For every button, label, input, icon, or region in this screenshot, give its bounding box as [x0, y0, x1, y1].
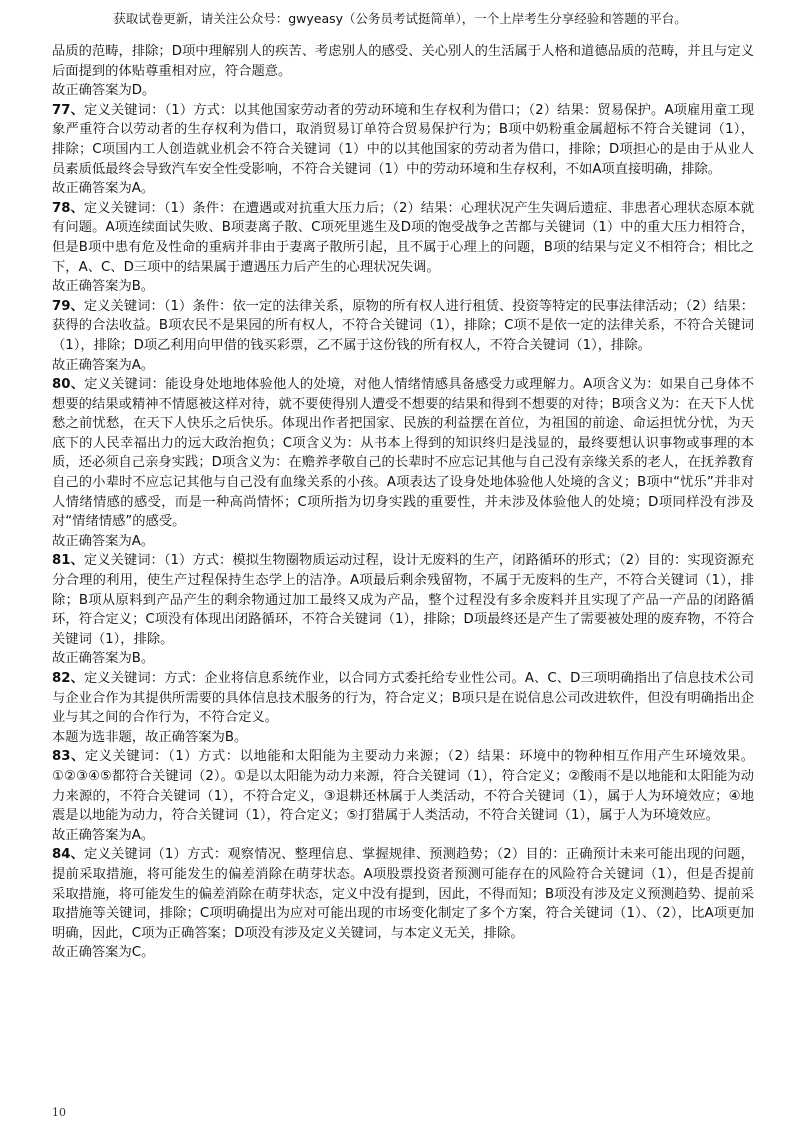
question-number: 79、 — [52, 298, 84, 314]
question-explanation: 定义关键词：（1）条件：依一定的法律关系，原物的所有权人进行租赁、投资等特定的民事法律活动；（2）结果：获得的合法收益。B项农民不是果园的所有权人，不符合关键词（1），排除；C项不是依一定的法律关系，不符合关键词（1），排除；D项乙利用向甲借的钱买彩票，乙不属于这份钱的所有权人，不符合关键词（1），排除。 — [52, 298, 754, 353]
header-notice: 获取试卷更新，请关注公众号：gwyeasy（公务员考试挺简单），一个上岸考生分享经验和答题的平台。 — [113, 11, 687, 26]
question-79 — [52, 297, 754, 356]
question-82 — [52, 669, 754, 728]
intro-answer: 故正确答案为D。 — [52, 83, 156, 99]
question-number: 77、 — [52, 102, 85, 118]
answer-78: 故正确答案为B。 — [52, 279, 155, 295]
answer-80: 故正确答案为A。 — [52, 533, 155, 549]
question-explanation: 定义关键词：能设身处地地体验他人的处境，对他人情绪情感具备感受力或理解力。A项含义为：如果自己身体不想要的结果或精神不情愿被这样对待，就不要使得别人遭受不想要的结果和得到不想要的对待；B项含义为：在天下人忧愁之前忧愁，在天下人快乐之后快乐。体现出作者把国家、民族的利益摆在首位，为祖国的前途、命运担忧分忧，为天底下的人民幸福出力的远大政治抱负；C项含义为：从书本上得到的知识终归是浅显的，最终要想认识事物或事理的本质，还必须自己亲身实践；D项含义为：在赡养孝敬自己的长辈时不应忘记其他与自己没有亲缘关系的老人，在抚养教育自己的小辈时不应忘记其他与自己没有血缘关系的小孩。A项表达了设身处地体验他人处境的含义；B项中“忧乐”并非对人情绪情感的感受，而是一种高尚情怀；C项所指为切身实践的重要性，并未涉及体验他人的处境；D项同样没有涉及对“情绪情感”的感受。 — [52, 377, 754, 530]
answer-84: 故正确答案为C。 — [52, 945, 155, 961]
answer-82: 本题为选非题，故正确答案为B。 — [52, 729, 248, 745]
answer-77: 故正确答案为A。 — [52, 181, 155, 197]
question-83 — [52, 747, 754, 825]
question-explanation: 定义关键词：（1）方式：以地能和太阳能为主要动力来源；（2）结果：环境中的物种相互作用产生环境效果。①②③④⑤都符合关键词（2）。①是以太阳能为动力来源，符合关键词（1），符合定义；②酸雨不是以地能和太阳能为动力来源的，不符合关键词（1），不符合定义，③退耕还林属于人类活动，不符合关键词（1），属于人为环境效应；④地震是以地能为动力，符合关键词（1），符合定义；⑤打猎属于人类活动，不符合关键词（1），属于人为环境效应。 — [52, 749, 754, 824]
question-78 — [52, 199, 754, 277]
question-81 — [52, 551, 754, 649]
answer-83: 故正确答案为A。 — [52, 827, 155, 843]
question-explanation: 定义关键词（1）方式：观察情况、整理信息、掌握规律、预测趋势；（2）目的：正确预计未来可能出现的问题，提前采取措施，将可能发生的偏差消除在萌芽状态。A项股票投资者预测可能存在的风险符合关键词（1），但是否提前采取措施，将可能发生的偏差消除在萌芽状态，定义中没有提到，因此，不得而知；B项没有涉及定义预测趋势、提前采取措施等关键词，排除；C项明确提出为应对可能出现的市场变化制定了多个方案，符合关键词（1）、（2），比A项更加明确，因此，C项为正确答案；D项没有涉及定义关键词，与本定义无关，排除。 — [52, 847, 754, 941]
question-77 — [52, 101, 754, 179]
question-explanation: 定义关键词：（1）条件：在遭遇或对抗重大压力后；（2）结果：心理状况产生失调后遗症、非患者心理状态原本就有问题。A项连续面试失败、B项妻离子散、C项死里逃生及D项的饱受战争之苦都与关键词（1）中的重大压力相符合，但是B项中患有危及性命的重病并非由于妻离子散所引起，且不属于心理上的问题，B项的结果与定义不相符合；相比之下，A、C、D三项中的结果属于遭遇压力后产生的心理状况失调。 — [52, 200, 754, 275]
question-number: 82、 — [52, 671, 84, 686]
question-explanation: 定义关键词：方式：企业将信息系统作业，以合同方式委托给专业性公司。A、C、D三项明确指出了信息技术公司与企业合作为其提供所需要的具体信息技术服务的行为，符合定义；B项只是在说信息公司改进软件，但没有明确指出企业与其之间的合作行为，不符合定义。 — [52, 671, 754, 726]
question-80 — [52, 375, 754, 532]
intro-paragraph: 品质的范畴，排除；D项中理解别人的疾苦、考虑别人的感受、关心别人的生活属于人格和道德品质的范畴，并且与定义后面提到的体贴尊重相对应，符合题意。 — [52, 44, 754, 79]
page-number: 10 — [52, 1106, 66, 1119]
answer-81: 故正确答案为B。 — [52, 651, 155, 667]
question-number: 84、 — [52, 847, 85, 863]
question-number: 80、 — [52, 377, 85, 393]
question-number: 81、 — [52, 553, 84, 569]
question-84 — [52, 845, 754, 943]
question-number: 78、 — [52, 200, 84, 216]
page-header — [0, 10, 800, 28]
question-number: 83、 — [52, 749, 85, 765]
question-explanation: 定义关键词：（1）方式：以其他国家劳动者的劳动环境和生存权利为借口；（2）结果：贸易保护。A项雇用童工现象严重符合以劳动者的生存权利为借口，取消贸易订单符合贸易保护行为；B项中奶粉重金属超标不符合关键词（1），排除；C项国内工人创造就业机会不符合关键词（1）中的以其他国家的劳动者为借口，排除；D项担心的是由于从业人员素质低最终会导致汽车安全性受影响，不符合关键词（1）中的劳动环境和生存权利，不如A项直接明确，排除。 — [52, 102, 754, 177]
question-explanation: 定义关键词：（1）方式：模拟生物圈物质运动过程，设计无废料的生产，闭路循环的形式；（2）目的：实现资源充分合理的利用，使生产过程保持生态学上的洁净。A项最后剩余残留物，不属于无废料的生产，不符合关键词（1），排除；B项从原料到产品产生的剩余物通过加工最终又成为产品，整个过程没有多余废料并且实现了产品一产品的闭路循环，符合定义；C项没有体现出闭路循环，不符合关键词（1），排除；D项最终还是产生了需要被处理的废弃物，不符合关键词（1），排除。 — [52, 553, 754, 647]
answer-79: 故正确答案为A。 — [52, 357, 155, 373]
document-body — [52, 42, 754, 963]
